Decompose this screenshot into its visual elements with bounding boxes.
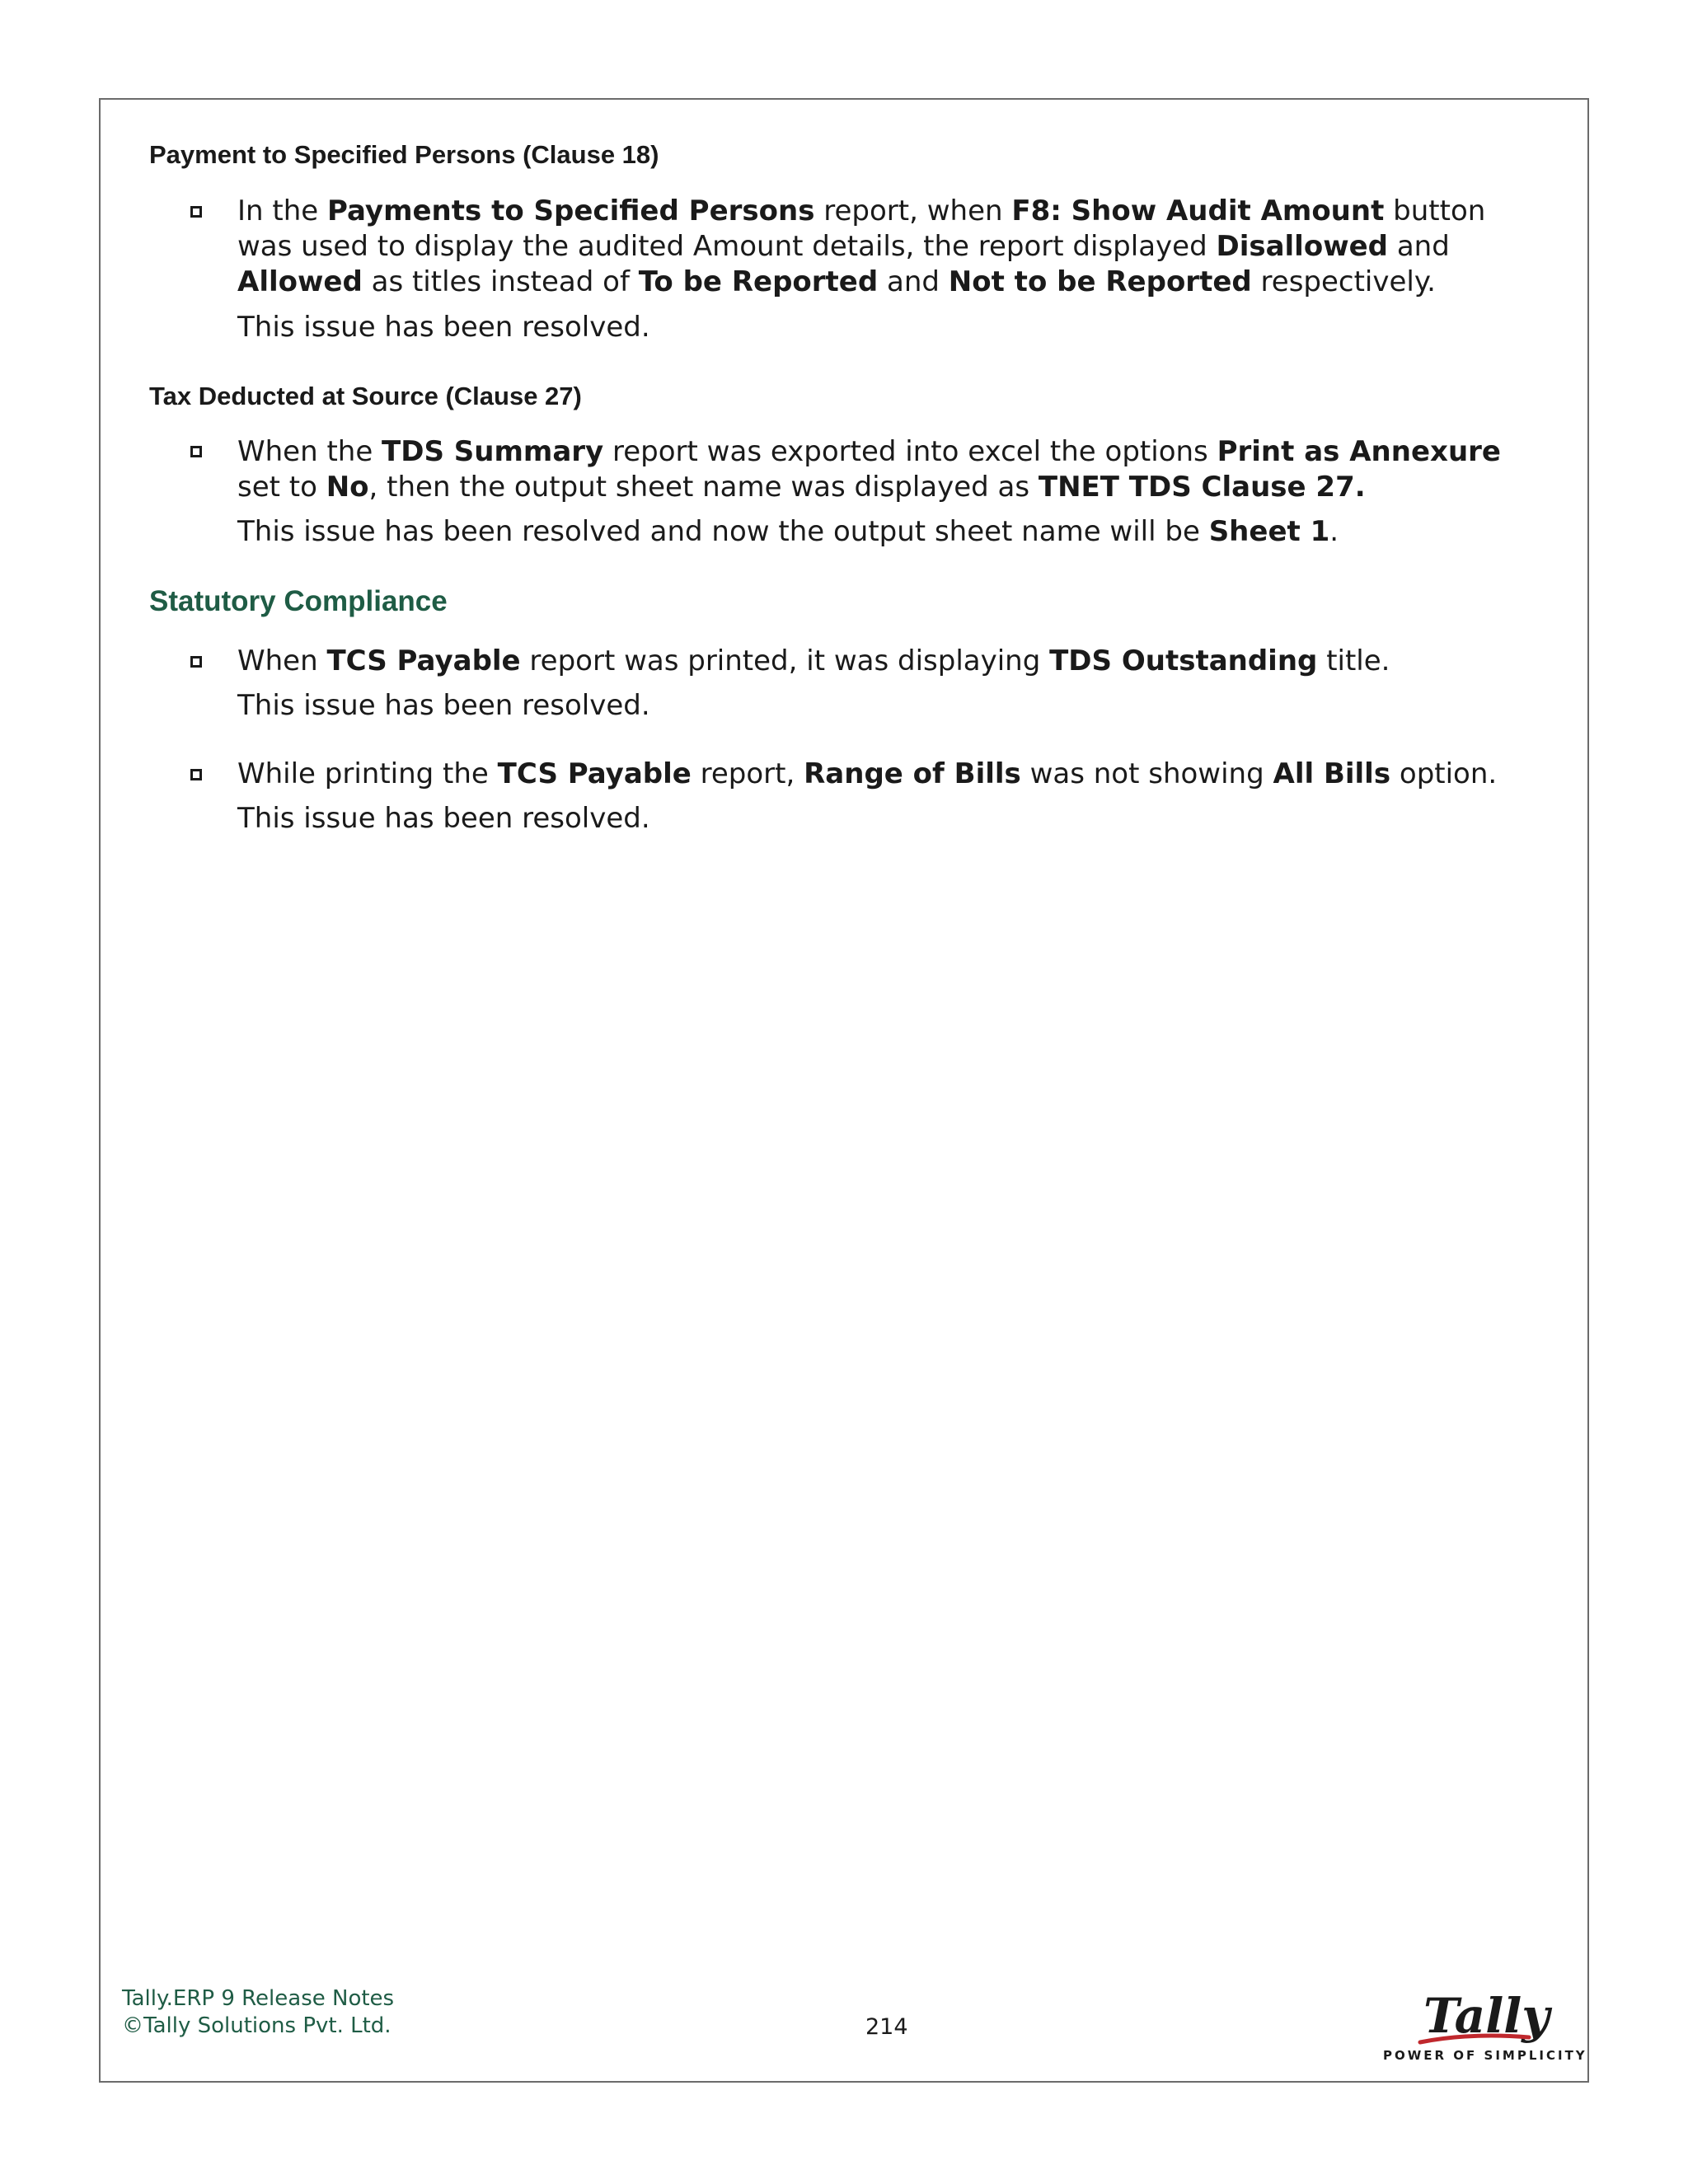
paragraph-tds-issue: When the TDS Summary report was exported into excel the options Print as Annexure set to No, then the output sheet name was displayed as TNET TDS Clause 27. [237, 435, 1501, 504]
paragraph-tcs-bills-issue: While printing the TCS Payable report, Range of Bills was not showing All Bills option. [237, 757, 1498, 790]
paragraph-payment-resolution: This issue has been resolved. [237, 311, 650, 344]
page-number: 214 [865, 2014, 908, 2040]
paragraph-payment-issue: In the Payments to Specified Persons report, when F8: Show Audit Amount button was used to display the audited Amount details, the report displayed Disallowed and Allowed as titles instead of To be Reported and Not to be Reported respectively. [237, 194, 1486, 298]
paragraph-tcs-title-resolution: This issue has been resolved. [237, 689, 650, 722]
bullet-icon [190, 769, 202, 780]
footer-copyright: ©Tally Solutions Pvt. Ltd. [122, 2013, 392, 2038]
heading-statutory-compliance: Statutory Compliance [149, 585, 448, 617]
paragraph-tds-resolution: This issue has been resolved and now the output sheet name will be Sheet 1. [237, 515, 1339, 548]
heading-tax-deducted-at-source: Tax Deducted at Source (Clause 27) [149, 382, 582, 410]
bullet-icon [190, 656, 202, 668]
bullet-icon [190, 206, 202, 218]
paragraph-tcs-title-issue: When TCS Payable report was printed, it was displaying TDS Outstanding title. [237, 644, 1390, 677]
paragraph-tcs-bills-resolution: This issue has been resolved. [237, 802, 650, 835]
bullet-icon [190, 446, 202, 457]
heading-payment-specified-persons: Payment to Specified Persons (Clause 18) [149, 140, 659, 169]
logo-tagline: POWER OF SIMPLICITY [1383, 2048, 1587, 2063]
logo-wordmark: Tally [1423, 1988, 1550, 2044]
footer-release-notes: Tally.ERP 9 Release Notes [122, 1986, 395, 2011]
